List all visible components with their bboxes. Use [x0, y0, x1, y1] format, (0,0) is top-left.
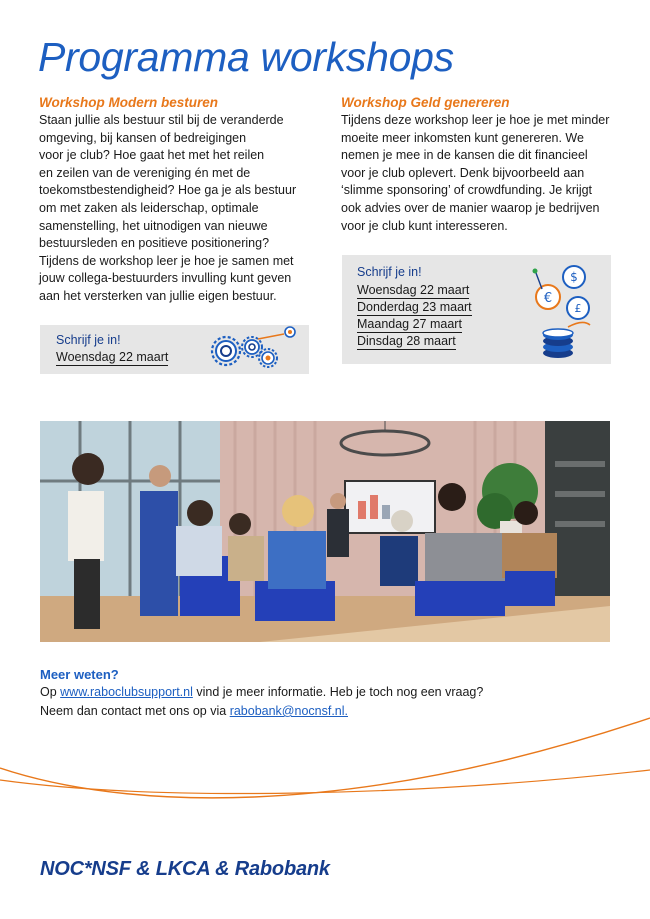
gears-icon — [206, 325, 306, 374]
more-info-line-1 — [40, 685, 483, 699]
text-line: en zeilen van de vereniging én met de — [39, 165, 251, 180]
text-segment: Neem dan contact met ons op via — [40, 704, 230, 718]
signup-box-geld-genereren — [342, 255, 611, 364]
text-segment: Op — [40, 685, 61, 699]
text-line: samenstelling, het uitnodigen van nieuwe — [39, 218, 268, 233]
signup-date-link[interactable]: Woensdag 22 maart — [357, 283, 470, 297]
decorative-waves — [0, 710, 650, 820]
text-line: voor je club kunt interesseren. — [341, 218, 508, 233]
text-line: omgeving, bij kansen of bedreigingen — [39, 130, 247, 145]
signup-date-link[interactable]: Maandag 27 maart — [357, 317, 462, 331]
text-segment: vind je meer informatie. Heb je toch nog een vraag? — [192, 685, 484, 699]
workshop-description — [341, 112, 616, 235]
text-line: Tijdens deze workshop leer je hoe je met minder — [341, 113, 610, 127]
signup-date-link[interactable]: Woensdag 22 maart — [56, 350, 169, 364]
text-line: ‘slimme sponsoring’ of crowdfunding. Je krijgt — [341, 183, 593, 198]
page-title: Programma workshops — [38, 34, 454, 80]
text-line: Staan jullie als bestuur stil bij de veranderde — [39, 113, 284, 127]
signup-date-link[interactable]: Dinsdag 28 maart — [357, 334, 456, 348]
text-line: aan het versterken van jullie eigen bestuur. — [39, 288, 277, 303]
coins-icon — [528, 261, 608, 361]
text-line: Tijdens de workshop leer je hoe je samen met — [39, 253, 294, 268]
workshop-scene-image — [40, 421, 610, 642]
text-line: ook advies over de manier waarop je bedrijven — [341, 200, 600, 215]
text-line: voor je club oplevert. Denk bijvoorbeeld aan — [341, 165, 585, 180]
workshop-geld-genereren — [341, 94, 616, 235]
more-info-title: Meer weten? — [40, 667, 119, 682]
workshop-heading: Workshop Modern besturen — [39, 95, 219, 110]
text-line: jouw collega-bestuurders invulling kunt geven — [39, 271, 292, 286]
website-link[interactable]: www.raboclubsupport.nl — [60, 685, 193, 699]
workshop-photo — [40, 421, 610, 642]
text-line: toekomstbestendigheid? Hoe ga je als bestuur — [39, 183, 297, 198]
svg-text:€: € — [543, 291, 553, 306]
signup-title: Schrijf je in! — [357, 265, 422, 279]
workshop-heading: Workshop Geld genereren — [341, 95, 510, 110]
text-line: bestuursleden en positieve positionering? — [39, 236, 270, 251]
footer-brand: NOC*NSF & LKCA & Rabobank — [40, 858, 330, 880]
signup-box-modern-besturen — [40, 325, 309, 374]
workshop-modern-besturen — [39, 94, 329, 306]
text-line: om met zaken als leiderschap, optimale — [39, 200, 259, 215]
text-line: moeite meer inkomsten kunt genereren. We — [341, 130, 584, 145]
text-line: voor je club? Hoe gaat het met het reilen — [39, 148, 265, 163]
svg-text:$: $ — [570, 270, 578, 284]
signup-title: Schrijf je in! — [56, 333, 121, 347]
signup-date-link[interactable]: Donderdag 23 maart — [357, 300, 472, 314]
text-line: nemen je mee in de kansen die dit financieel — [341, 148, 588, 163]
email-link[interactable]: rabobank@nocnsf.nl. — [229, 704, 349, 718]
svg-text:£: £ — [574, 302, 582, 315]
workshop-description — [39, 112, 329, 306]
